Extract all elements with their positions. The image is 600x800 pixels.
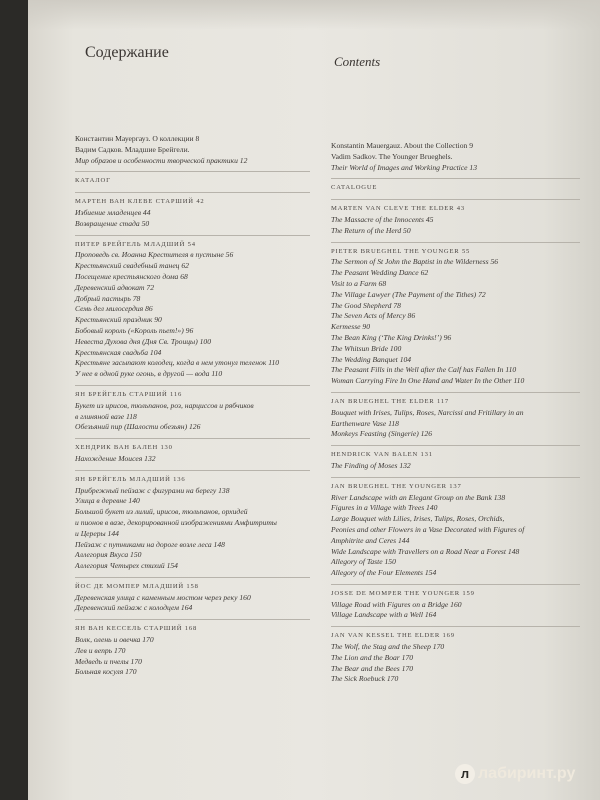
- toc-entry: Monkeys Feasting (Singerie) 126: [331, 429, 433, 439]
- toc-entry: River Landscape with an Elegant Group on the Bank 138: [331, 492, 506, 502]
- section-heading: MARTEN VAN CLEVE THE ELDER 43: [331, 205, 465, 213]
- separator-line: [75, 470, 310, 471]
- separator-line: [331, 199, 580, 200]
- watermark-text: лабиринт.ру: [478, 765, 576, 783]
- book-page: [28, 0, 600, 800]
- separator-line: [331, 242, 580, 243]
- section-heading: ЙОС ДЕ МОМПЕР МЛАДШИЙ 158: [75, 582, 199, 590]
- toc-entry: The Whitsun Bride 100: [331, 343, 402, 353]
- toc-entry: и Цереры 144: [75, 528, 119, 538]
- toc-entry: Крестьянская свадьба 104: [75, 347, 162, 357]
- toc-entry: Невеста Духова дня (Дня Св. Троицы) 100: [75, 336, 212, 346]
- toc-entry: Больная косуля 170: [75, 667, 137, 677]
- toc-entry: Woman Carrying Fire In One Hand and Water In the Other 110: [331, 376, 525, 386]
- toc-entry: Village Landscape with a Well 164: [331, 610, 437, 620]
- toc-entry: Kermesse 90: [331, 322, 371, 332]
- toc-entry: Медведь и пчелы 170: [75, 656, 142, 666]
- toc-entry: и пионов в вазе, декорированной изображениями Амфитриты: [75, 517, 277, 527]
- toc-entry: в глиняной вазе 118: [75, 411, 137, 421]
- toc-entry: Константин Мауергауз. О коллекции 8: [75, 134, 200, 143]
- toc-entry: Улица в деревне 140: [75, 496, 140, 506]
- separator-line: [331, 626, 580, 627]
- toc-entry: The Lion and the Boar 170: [331, 652, 414, 662]
- section-heading: ПИТЕР БРЕЙГЕЛЬ МЛАДШИЙ 54: [75, 240, 196, 248]
- english-heading: Contents: [334, 54, 381, 69]
- toc-entry: Allegory of Taste 150: [331, 557, 396, 567]
- toc-entry: The Massacre of the Innocents 45: [331, 214, 434, 224]
- toc-entry: Vadim Sadkov. The Younger Brueghels.: [331, 151, 453, 161]
- toc-entry: Аллегория Вкуса 150: [75, 550, 142, 560]
- separator-line: [75, 385, 310, 386]
- toc-entry: The Sermon of St John the Baptist in the Wilderness 56: [331, 257, 499, 267]
- section-heading: ЯН БРЕЙГЕЛЬ СТАРШИЙ 116: [75, 390, 183, 398]
- separator-line: [331, 477, 580, 478]
- section-heading: ЯН БРЕЙГЕЛЬ МЛАДШИЙ 136: [75, 475, 186, 483]
- russian-entries: [75, 134, 325, 678]
- toc-entry: The Bear and the Bees 170: [331, 663, 414, 673]
- toc-entry: Бобовый король («Король пьет!») 96: [75, 325, 194, 335]
- section-heading: ХЕНДРИК ВАН БАЛЕН 130: [75, 444, 173, 452]
- separator-line: [75, 235, 310, 236]
- separator-line: [331, 445, 580, 446]
- toc-entry: The Seven Acts of Mercy 86: [331, 311, 416, 321]
- toc-entry: Букет из ирисов, тюльпанов, роз, нарциссов и рябчиков: [75, 400, 254, 410]
- toc-entry: The Wedding Banquet 104: [331, 354, 412, 364]
- toc-entry: Крестьянский свадебный танец 62: [75, 261, 189, 271]
- toc-entry: Большой букет из лилий, ирисов, тюльпанов, орхидей: [75, 507, 248, 517]
- section-heading: КАТАЛОГ: [75, 177, 111, 185]
- toc-entry: Проповедь св. Иоанна Крестителя в пустыне 56: [75, 250, 234, 260]
- toc-entry: Деревенская улица с каменным мостом через реку 160: [75, 592, 251, 602]
- section-heading: HENDRICK VAN BALEN 131: [331, 451, 433, 459]
- toc-entry: Нахождение Моисея 132: [75, 453, 156, 463]
- toc-entry: Allegory of the Four Elements 154: [331, 568, 437, 578]
- toc-entry: Избиение младенцев 44: [75, 207, 151, 217]
- separator-line: [75, 577, 310, 578]
- russian-heading: Содержание: [85, 44, 169, 61]
- toc-entry: Вадим Садков. Младшие Брейгели.: [75, 144, 190, 154]
- watermark: [455, 764, 575, 784]
- toc-entry: Wide Landscape with Travellers on a Road Near a Forest 148: [331, 546, 520, 556]
- toc-entry: У нее в одной руке огонь, в другой — вода 110: [75, 369, 223, 379]
- toc-entry: Аллегория Четырех стихий 154: [75, 561, 178, 571]
- toc-entry: The Wolf, the Stag and the Sheep 170: [331, 642, 445, 652]
- toc-entry: Волк, олень и овечка 170: [75, 635, 154, 645]
- toc-entry: Large Bouquet with Lilies, Irises, Tulips, Roses, Orchids,: [331, 514, 505, 524]
- separator-line: [331, 584, 580, 585]
- toc-entry: Visit to a Farm 68: [331, 278, 387, 288]
- toc-entry: The Return of the Herd 50: [331, 225, 411, 235]
- toc-entry: The Bean King (‘The King Drinks!’) 96: [331, 332, 452, 342]
- toc-entry: Their World of Images and Working Practice 13: [331, 162, 478, 172]
- toc-entry: Деревенский пейзаж с колодцем 164: [75, 603, 193, 613]
- separator-line: [75, 619, 310, 620]
- section-heading: JAN BRUEGHEL THE ELDER 117: [331, 397, 449, 405]
- section-heading: JOSSE DE MOMPER THE YOUNGER 159: [331, 589, 475, 597]
- toc-entry: Village Road with Figures on a Bridge 160: [331, 599, 462, 609]
- section-heading: МАРТЕН ВАН КЛЕВЕ СТАРШИЙ 42: [75, 198, 205, 206]
- toc-entry: Семь дел милосердия 86: [75, 304, 153, 314]
- toc-entry: Деревенский адвокат 72: [75, 282, 154, 292]
- page-shadow: [28, 0, 600, 30]
- separator-line: [75, 438, 310, 439]
- separator-line: [75, 171, 310, 172]
- toc-entry: Earthenware Vase 118: [331, 418, 399, 428]
- toc-entry: Figures in a Village with Trees 140: [331, 503, 438, 513]
- toc-entry: Amphitrite and Ceres 144: [331, 535, 410, 545]
- toc-entry: The Peasant Wedding Dance 62: [331, 268, 429, 278]
- toc-entry: The Good Shepherd 78: [331, 300, 401, 310]
- toc-entry: Лев и вепрь 170: [75, 645, 126, 655]
- english-entries: [331, 141, 596, 685]
- section-heading: PIETER BRUEGHEL THE YOUNGER 55: [331, 247, 471, 255]
- toc-entry: Мир образов и особенности творческой практики 12: [75, 155, 248, 165]
- separator-line: [331, 178, 580, 179]
- labirint-logo-icon: л: [455, 764, 475, 784]
- separator-line: [75, 192, 310, 193]
- toc-entry: Крестьяне засыпают колодец, когда в нем утонул теленок 110: [75, 358, 280, 368]
- toc-entry: Добрый пастырь 78: [75, 293, 141, 303]
- toc-entry: Посещение крестьянского дома 68: [75, 271, 188, 281]
- toc-entry: Bouquet with Irises, Tulips, Roses, Narcissi and Fritillary in an: [331, 407, 524, 417]
- section-heading: JAN BRUEGHEL THE YOUNGER 137: [331, 482, 462, 490]
- toc-entry: The Village Lawyer (The Payment of the Tithes) 72: [331, 289, 486, 299]
- toc-entry: Peonies and other Flowers in a Vase Decorated with Figures of: [331, 524, 525, 534]
- toc-entry: Обезьяний пир (Шалости обезьян) 126: [75, 422, 201, 432]
- toc-entry: Пейзаж с путниками на дороге возле леса 148: [75, 539, 225, 549]
- toc-entry: Крестьянский праздник 90: [75, 315, 162, 325]
- toc-entry: Konstantin Mauergauz. About the Collection 9: [331, 141, 474, 150]
- section-heading: JAN VAN KESSEL THE ELDER 169: [331, 632, 455, 640]
- section-heading: ЯН ВАН КЕССЕЛЬ СТАРШИЙ 168: [75, 625, 198, 633]
- separator-line: [331, 392, 580, 393]
- toc-entry: The Sick Roebuck 170: [331, 674, 399, 684]
- toc-entry: Прибрежный пейзаж с фигурами на берегу 138: [75, 485, 230, 495]
- section-heading: CATALOGUE: [331, 184, 378, 192]
- toc-entry: The Finding of Moses 132: [331, 460, 411, 470]
- toc-entry: The Peasant Fills in the Well after the Calf has Fallen In 110: [331, 365, 517, 375]
- toc-entry: Возвращение стада 50: [75, 218, 150, 228]
